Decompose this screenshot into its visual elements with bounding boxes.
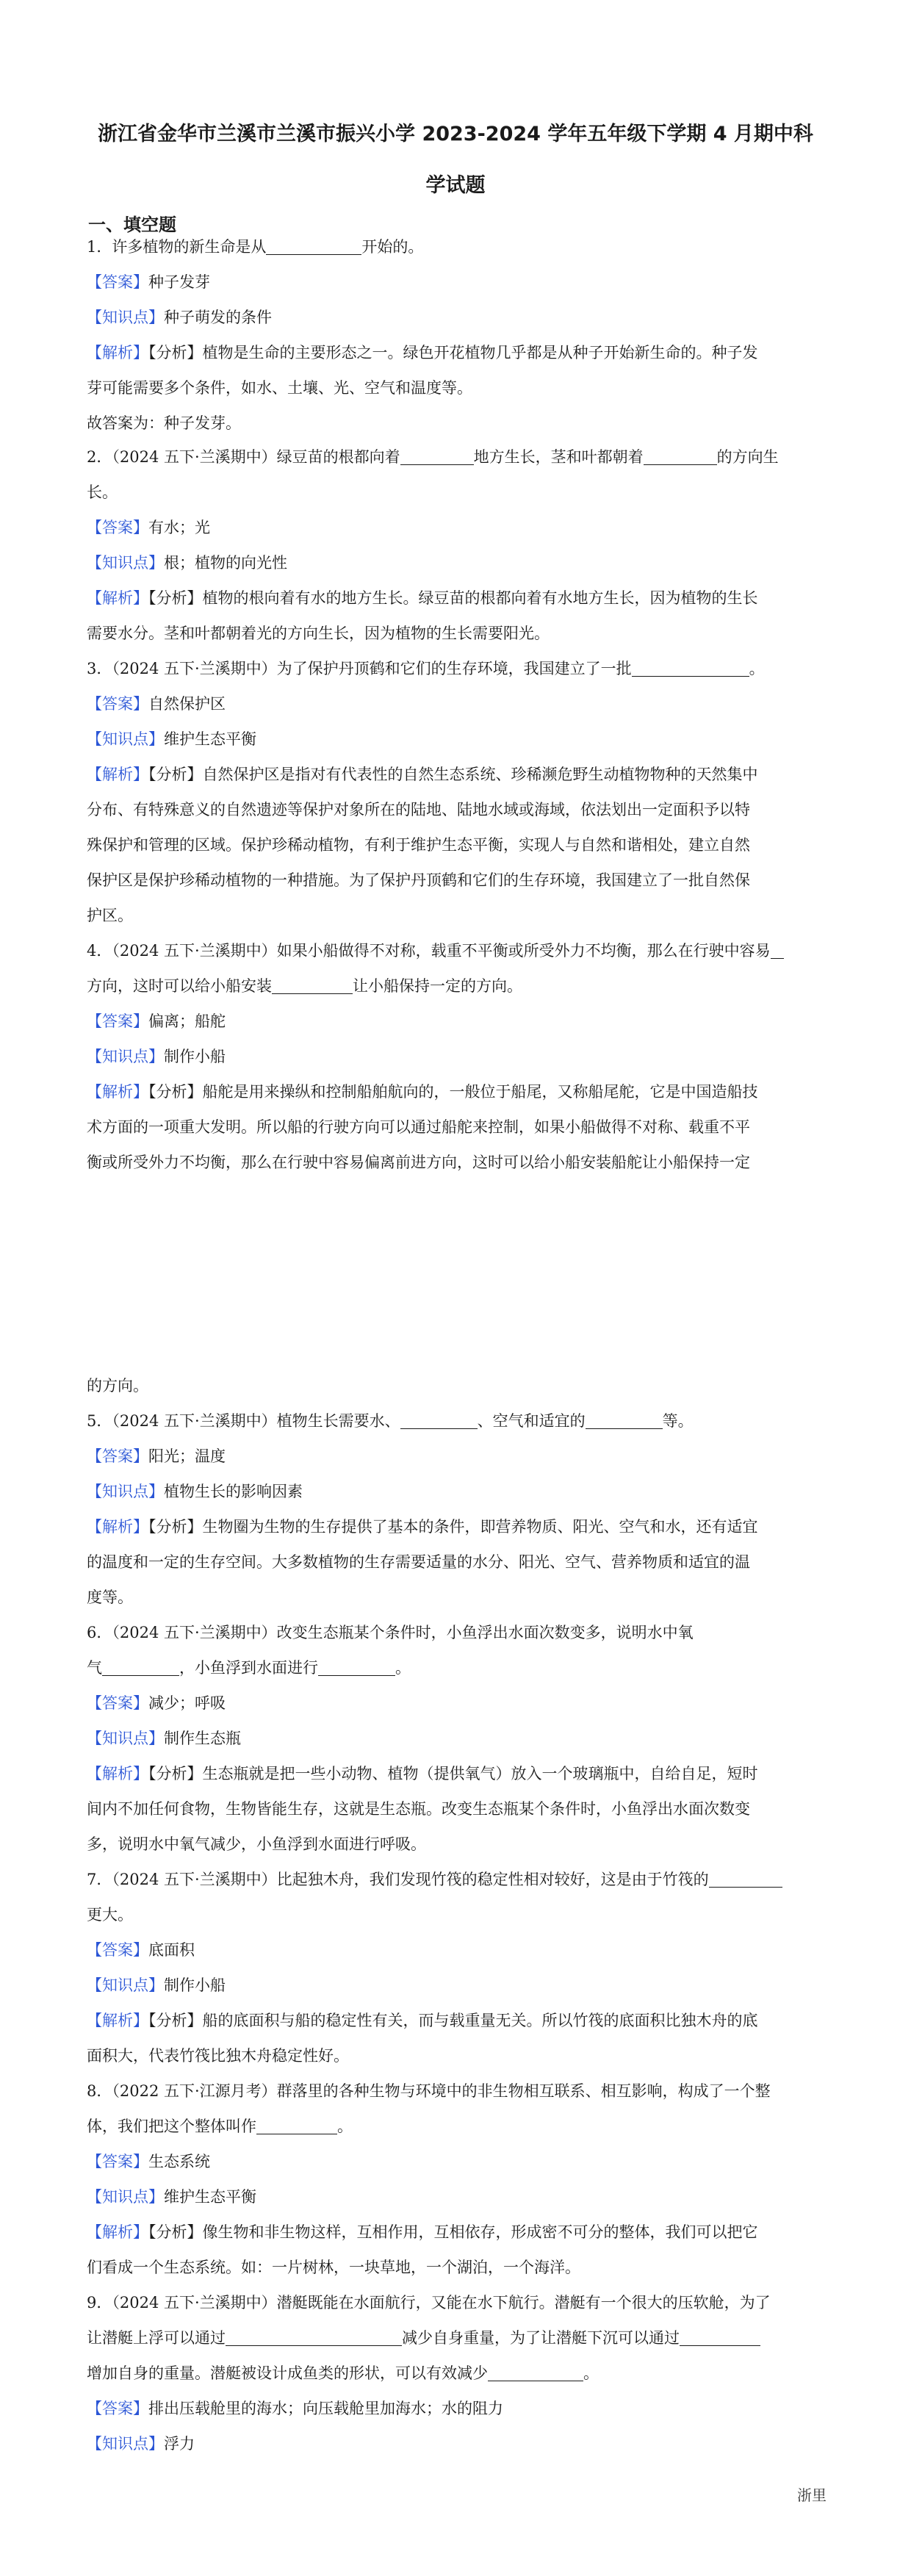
question-4-continuation (87, 1368, 829, 1403)
answer-blank (709, 1869, 782, 1888)
answer-blank (632, 658, 749, 677)
answer-blank (266, 237, 361, 255)
analysis-line: 殊保护和管理的区域。保护珍稀动植物，有利于维护生态平衡，实现人与自然和谐相处，建立自然 (87, 836, 750, 854)
analysis-line: 【解析】【分析】植物是生命的主要形态之一。绿色开花植物几乎都是从种子开始新生命的。种子发 (87, 344, 758, 361)
question-2-stem: 2．（2024 五下·兰溪期中）绿豆苗的根都向着 地方生长，茎和叶都朝着 的方向生 (87, 448, 779, 466)
answer-blank (644, 447, 717, 465)
question-3 (87, 651, 829, 933)
answer-blank (400, 447, 474, 465)
answer-blank (680, 2328, 760, 2346)
question-1 (87, 229, 829, 441)
question-2 (87, 439, 829, 651)
question-7 (87, 1862, 829, 2073)
answer-line: 【答案】自然保护区 (87, 695, 226, 713)
analysis-line: 【解析】【分析】船舵是用来操纵和控制船舶航向的，一般位于船尾，又称船尾舵，它是中国造船技 (87, 1083, 758, 1101)
answer-blank (256, 2116, 337, 2134)
question-9-stem: 9．（2024 五下·兰溪期中）潜艇既能在水面航行，又能在水下航行。潜艇有一个很大的压软舱，为了 (87, 2294, 771, 2311)
answer-blank (400, 1411, 478, 1429)
question-4 (87, 933, 829, 1180)
question-8-stem: 8．（2022 五下·江源月考）群落里的各种生物与环境中的非生物相互联系、相互影响，构成了一个整 (87, 2082, 771, 2100)
question-2-stem-cont: 长。 (87, 483, 118, 501)
answer-line: 【答案】阳光；温度 (87, 1447, 226, 1465)
question-3-stem: 3．（2024 五下·兰溪期中）为了保护丹顶鹤和它们的生存环境，我国建立了一批 。 (87, 660, 765, 677)
question-8 (87, 2073, 829, 2285)
answer-blank (226, 2328, 402, 2346)
analysis-line: 【解析】【分析】生态瓶就是把一些小动物、植物（提供氧气）放入一个玻璃瓶中，自给自足，短时 (87, 1765, 758, 1782)
document-title-line-2: 学试题 (425, 174, 486, 197)
question-5-stem: 5．（2024 五下·兰溪期中）植物生长需要水、 、空气和适宜的 等。 (87, 1412, 694, 1430)
analysis-line: 保护区是保护珍稀动植物的一种措施。为了保护丹顶鹤和它们的生存环境，我国建立了一批自然保 (87, 871, 750, 889)
analysis-line: 【解析】【分析】自然保护区是指对有代表性的自然生态系统、珍稀濒危野生动植物物种的天然集中 (87, 766, 758, 783)
question-7-stem: 7．（2024 五下·兰溪期中）比起独木舟，我们发现竹筏的稳定性相对较好，这是由于竹筏的 (87, 1862, 829, 1897)
question-9 (87, 2285, 829, 2461)
question-8-stem-cont: 体，我们把这个整体叫作 。 (87, 2118, 353, 2135)
answer-line: 【答案】排出压载舱里的海水；向压载舱里加海水；水的阻力 (87, 2400, 503, 2417)
section-heading: 一、填空题 (88, 215, 176, 235)
analysis-line: 故答案为：种子发芽。 (87, 414, 241, 432)
knowledge-line: 【知识点】植物生长的影响因素 (87, 1483, 303, 1500)
question-6-stem-cont: 气 ，小鱼浮到水面进行 。 (87, 1659, 411, 1677)
answer-line: 【答案】偏离；船舵 (87, 1012, 226, 1030)
knowledge-line: 【知识点】制作生态瓶 (87, 1730, 241, 1747)
answer-blank (318, 1658, 395, 1676)
answer-blank (771, 940, 784, 959)
knowledge-line: 【知识点】维护生态平衡 (87, 730, 256, 748)
knowledge-line: 【知识点】浮力 (87, 2435, 195, 2453)
analysis-line: 【解析】【分析】像生物和非生物这样，互相作用，互相依存，形成密不可分的整体，我们可以把它 (87, 2223, 758, 2241)
question-5 (87, 1403, 829, 1615)
analysis-line: 分布、有特殊意义的自然遗迹等保护对象所在的陆地、陆地水域或海域，依法划出一定面积予以特 (87, 801, 750, 819)
analysis-line: 护区。 (87, 907, 133, 924)
question-9-stem-cont: 让潜艇上浮可以通过 减少自身重量，为了让潜艇下沉可以通过 (87, 2320, 829, 2356)
analysis-line: 们看成一个生态系统。如：一片树林，一块草地，一个湖泊，一个海洋。 (87, 2259, 580, 2276)
analysis-line: 的温度和一定的生存空间。大多数植物的生存需要适量的水分、阳光、空气、营养物质和适宜的温 (87, 1553, 750, 1571)
analysis-line: 的方向。 (87, 1377, 148, 1395)
knowledge-line: 【知识点】根；植物的向光性 (87, 554, 287, 572)
answer-blank (586, 1411, 663, 1429)
answer-line: 【答案】生态系统 (87, 2153, 210, 2170)
knowledge-line: 【知识点】种子萌发的条件 (87, 309, 272, 326)
answer-blank (488, 2363, 583, 2381)
answer-line: 【答案】减少；呼吸 (87, 1694, 226, 1712)
question-4-stem: 4．（2024 五下·兰溪期中）如果小船做得不对称，载重不平衡或所受外力不均衡，那么在行驶中容易 (87, 933, 829, 968)
analysis-line: 需要水分。茎和叶都朝着光的方向生长，因为植物的生长需要阳光。 (87, 625, 550, 642)
knowledge-line: 【知识点】制作小船 (87, 1976, 226, 1994)
answer-line: 【答案】有水；光 (87, 519, 210, 536)
knowledge-line: 【知识点】制作小船 (87, 1048, 226, 1065)
question-6-stem: 6．（2024 五下·兰溪期中）改变生态瓶某个条件时，小鱼浮出水面次数变多，说明水中氧 (87, 1624, 694, 1641)
analysis-line: 术方面的一项重大发明。所以船的行驶方向可以通过船舵来控制，如果小船做得不对称、载重不平 (87, 1118, 750, 1136)
page-footer: 浙里 (797, 2486, 827, 2504)
question-7-stem-cont: 更大。 (87, 1906, 133, 1924)
knowledge-line: 【知识点】维护生态平衡 (87, 2188, 256, 2206)
answer-line: 【答案】底面积 (87, 1941, 195, 1959)
question-6 (87, 1615, 829, 1862)
analysis-line: 【解析】【分析】植物的根向着有水的地方生长。绿豆苗的根都向着有水地方生长，因为植物的生长 (87, 589, 758, 607)
analysis-line: 间内不加任何食物，生物皆能生存，这就是生态瓶。改变生态瓶某个条件时，小鱼浮出水面次数变 (87, 1800, 750, 1818)
answer-blank (272, 976, 353, 994)
answer-line: 【答案】种子发芽 (87, 273, 210, 291)
analysis-line: 衡或所受外力不均衡，那么在行驶中容易偏离前进方向，这时可以给小船安装船舵让小船保持一定 (87, 1154, 750, 1171)
analysis-line: 芽可能需要多个条件，如水、土壤、光、空气和温度等。 (87, 379, 472, 397)
analysis-line: 面积大，代表竹筏比独木舟稳定性好。 (87, 2047, 349, 2065)
question-1-stem: 1．许多植物的新生命是从 开始的。 (87, 238, 424, 256)
answer-blank (102, 1658, 179, 1676)
analysis-line: 【解析】【分析】生物圈为生物的生存提供了基本的条件，即营养物质、阳光、空气和水，还有适宜 (87, 1518, 758, 1536)
question-4-stem-cont: 方向，这时可以给小船安装 让小船保持一定的方向。 (87, 977, 522, 995)
document-title-line-1: 浙江省金华市兰溪市兰溪市振兴小学 2023-2024 学年五年级下学期 4 月期中科 (98, 123, 813, 145)
analysis-line: 【解析】【分析】船的底面积与船的稳定性有关，而与载重量无关。所以竹筏的底面积比独木舟的底 (87, 2012, 758, 2029)
question-9-stem-cont: 增加自身的重量。潜艇被设计成鱼类的形状，可以有效减少 。 (87, 2364, 599, 2382)
analysis-line: 多，说明水中氧气减少，小鱼浮到水面进行呼吸。 (87, 1835, 426, 1853)
analysis-line: 度等。 (87, 1589, 133, 1606)
